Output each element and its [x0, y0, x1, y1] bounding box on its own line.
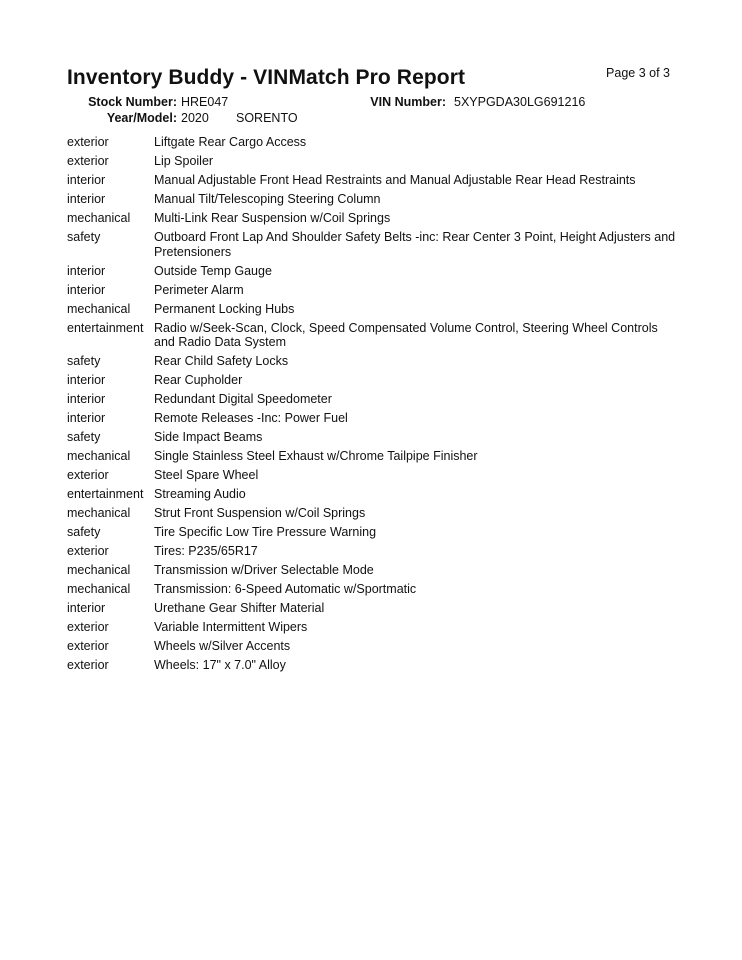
feature-description: Streaming Audio — [154, 487, 246, 501]
feature-category: interior — [67, 192, 106, 206]
feature-category: mechanical — [67, 301, 131, 316]
feature-category: interior — [67, 601, 106, 615]
feature-row — [67, 504, 677, 523]
feature-description: Tire Specific Low Tire Pressure Warning — [154, 525, 377, 539]
stock-number-value: HRE047 — [181, 95, 229, 109]
feature-description: Outboard Front Lap And Shoulder Safety Belts -inc: Rear Center 3 Point, Height Adjusters and Pretensioners — [154, 230, 676, 259]
feature-category: interior — [67, 282, 106, 297]
feature-description: Wheels: 17" x 7.0" Alloy — [154, 658, 286, 672]
feature-row — [67, 262, 677, 281]
feature-category: interior — [67, 173, 106, 187]
feature-description: Radio w/Seek-Scan, Clock, Speed Compensated Volume Control, Steering Wheel Controls and Radio Data System — [154, 320, 658, 349]
feature-description: Manual Adjustable Front Head Restraints and Manual Adjustable Rear Head Restraints — [154, 173, 636, 187]
feature-row — [67, 371, 677, 390]
feature-description: Manual Tilt/Telescoping Steering Column — [154, 192, 381, 206]
feature-list — [67, 133, 677, 675]
feature-row — [67, 300, 677, 319]
feature-row — [67, 523, 677, 542]
feature-description: Variable Intermittent Wipers — [154, 620, 308, 634]
feature-description: Strut Front Suspension w/Coil Springs — [154, 506, 366, 520]
feature-category: safety — [67, 230, 101, 244]
feature-description: Side Impact Beams — [154, 430, 263, 444]
feature-description: Outside Temp Gauge — [154, 263, 272, 278]
feature-category: safety — [67, 430, 101, 444]
feature-description: Wheels w/Silver Accents — [154, 639, 291, 653]
feature-row — [67, 428, 677, 447]
feature-category: entertainment — [67, 487, 144, 501]
feature-row — [67, 281, 677, 300]
feature-row — [67, 561, 677, 580]
feature-description: Rear Child Safety Locks — [154, 354, 289, 368]
feature-category: mechanical — [67, 563, 131, 577]
feature-category: interior — [67, 411, 106, 425]
feature-category: safety — [67, 525, 101, 539]
feature-description: Liftgate Rear Cargo Access — [154, 135, 307, 149]
feature-description: Urethane Gear Shifter Material — [154, 601, 325, 615]
feature-description: Transmission w/Driver Selectable Mode — [154, 563, 374, 577]
feature-row — [67, 466, 677, 485]
feature-row — [67, 209, 677, 228]
feature-category: exterior — [67, 620, 109, 634]
feature-category: interior — [67, 392, 106, 406]
feature-description: Multi-Link Rear Suspension w/Coil Springs — [154, 211, 391, 225]
feature-row — [67, 390, 677, 409]
feature-category: exterior — [67, 658, 109, 672]
feature-category: exterior — [67, 154, 109, 168]
feature-category: exterior — [67, 468, 109, 482]
vin-number-value: 5XYPGDA30LG691216 — [454, 95, 586, 109]
feature-description: Rear Cupholder — [154, 373, 243, 387]
feature-category: exterior — [67, 639, 109, 653]
feature-description: Tires: P235/65R17 — [154, 544, 258, 558]
feature-category: safety — [67, 354, 101, 368]
feature-category: interior — [67, 263, 106, 278]
feature-category: interior — [67, 373, 106, 387]
stock-number-label: Stock Number: — [88, 95, 177, 109]
feature-row — [67, 190, 677, 209]
feature-row — [67, 485, 677, 504]
feature-description: Permanent Locking Hubs — [154, 301, 295, 316]
page-indicator: Page 3 of 3 — [606, 66, 670, 80]
feature-category: exterior — [67, 544, 109, 558]
feature-description: Transmission: 6-Speed Automatic w/Sportmatic — [154, 582, 417, 596]
feature-description: Perimeter Alarm — [154, 282, 244, 297]
vin-number-label: VIN Number: — [370, 95, 446, 109]
feature-row — [67, 352, 677, 371]
feature-row — [67, 171, 677, 190]
feature-row — [67, 228, 677, 262]
feature-category: mechanical — [67, 582, 131, 596]
feature-row — [67, 152, 677, 171]
feature-row — [67, 637, 677, 656]
feature-category: entertainment — [67, 320, 144, 335]
feature-row — [67, 618, 677, 637]
feature-row — [67, 447, 677, 466]
feature-description: Redundant Digital Speedometer — [154, 392, 332, 406]
feature-row — [67, 580, 677, 599]
feature-row — [67, 133, 677, 152]
feature-description: Lip Spoiler — [154, 154, 214, 168]
feature-category: mechanical — [67, 211, 131, 225]
feature-category: exterior — [67, 135, 109, 149]
year-value: 2020 — [181, 111, 209, 125]
feature-description: Remote Releases -Inc: Power Fuel — [154, 411, 348, 425]
feature-row — [67, 599, 677, 618]
report-title: Inventory Buddy - VINMatch Pro Report — [67, 66, 466, 89]
year-model-label: Year/Model: — [106, 111, 177, 125]
feature-row — [67, 409, 677, 428]
model-value: SORENTO — [236, 111, 298, 125]
feature-description: Steel Spare Wheel — [154, 468, 259, 482]
feature-row — [67, 542, 677, 561]
feature-row — [67, 656, 677, 675]
feature-category: mechanical — [67, 449, 131, 463]
feature-description: Single Stainless Steel Exhaust w/Chrome Tailpipe Finisher — [154, 449, 478, 463]
feature-row — [67, 319, 677, 353]
feature-category: mechanical — [67, 506, 131, 520]
